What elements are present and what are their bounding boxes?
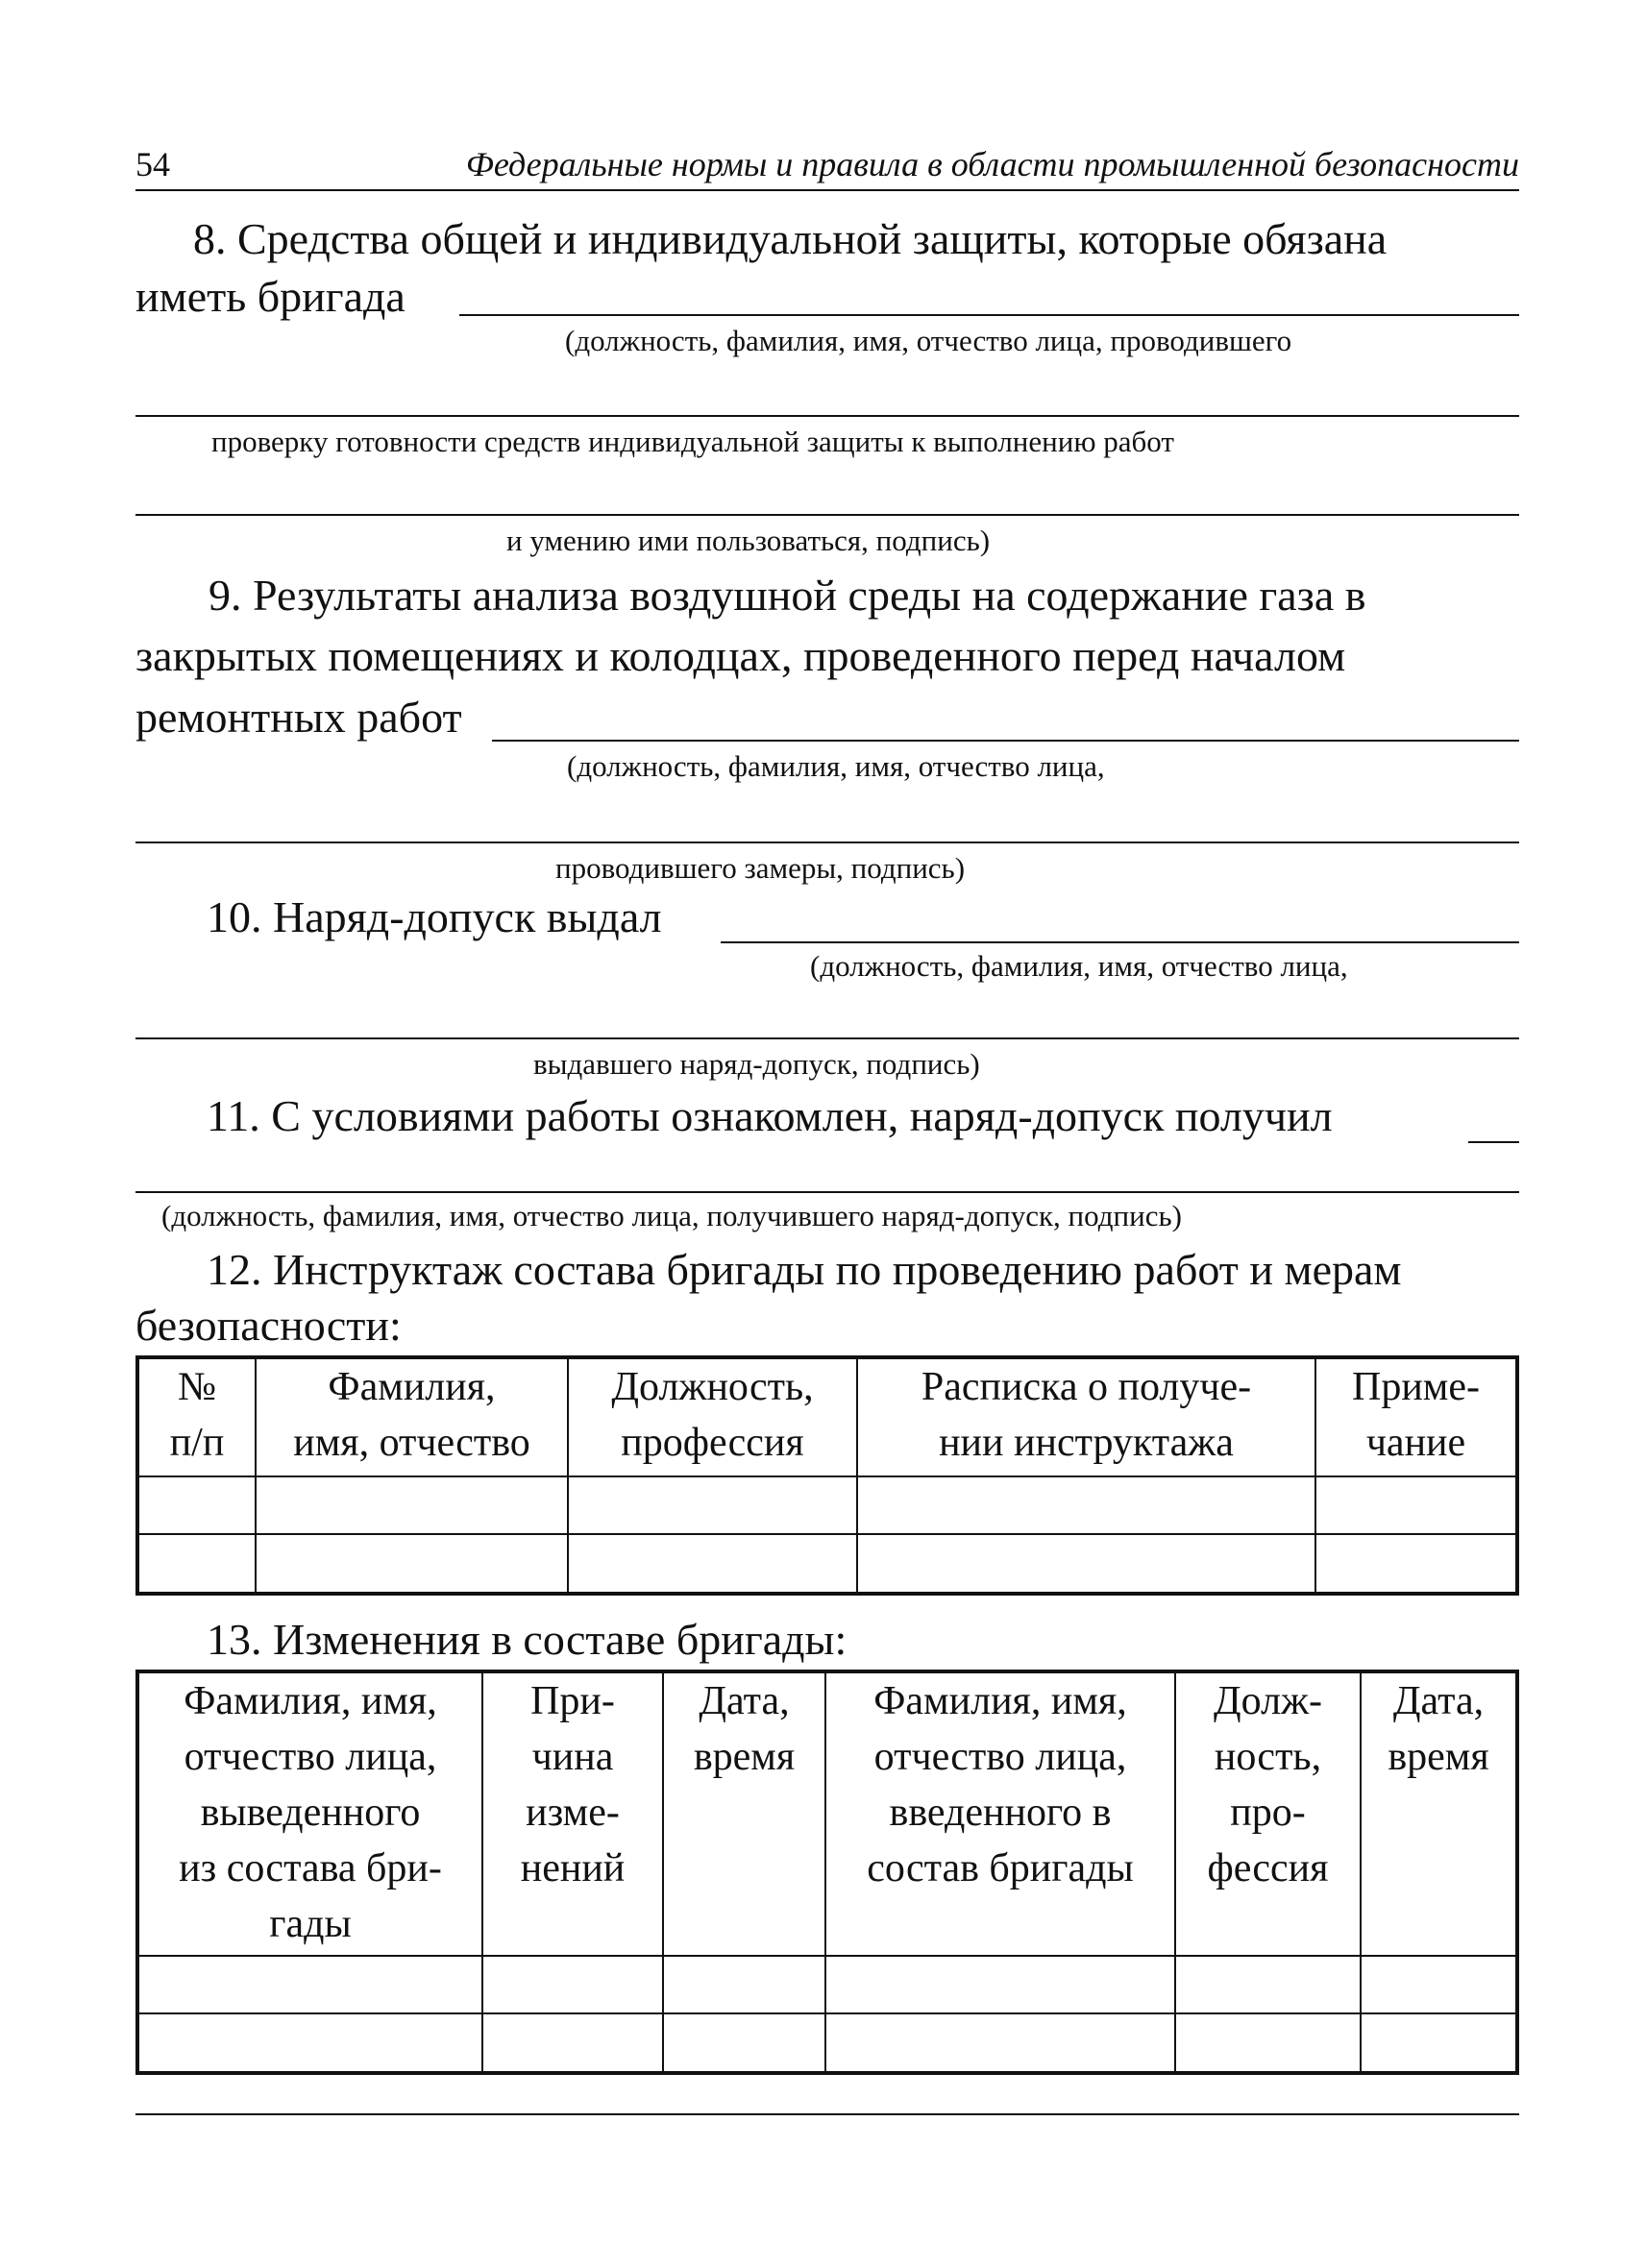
table-row <box>137 1476 1517 1534</box>
table-cell[interactable] <box>663 2013 825 2073</box>
table-cell[interactable] <box>663 1956 825 2013</box>
s10-caption2: выдавшего наряд-допуск, подпись) <box>533 1047 980 1081</box>
s8-caption1: (должность, фамилия, имя, отчество лица, проводившего <box>565 324 1292 357</box>
col-header-receipt: Расписка о получе- нии инструктажа <box>857 1357 1315 1476</box>
s9-caption1: (должность, фамилия, имя, отчество лица, <box>567 749 1105 783</box>
s9-fill-line[interactable] <box>492 740 1519 742</box>
table-cell[interactable] <box>857 1476 1315 1534</box>
s9-line1: 9. Результаты анализа воздушной среды на содержание газа в <box>209 571 1366 620</box>
table-cell[interactable] <box>482 1956 663 2013</box>
s11-fill-line[interactable] <box>1468 1141 1519 1143</box>
s8-fill-line[interactable] <box>459 314 1519 316</box>
s10-fill-line[interactable] <box>721 941 1519 943</box>
table-cell[interactable] <box>256 1476 568 1534</box>
s12-line2: безопасности: <box>135 1301 402 1350</box>
col-header-note: Приме- чание <box>1315 1357 1517 1476</box>
table-cell[interactable] <box>568 1476 857 1534</box>
col-header-added-person: Фамилия, имя, отчество лица, введенного в состав бригады <box>825 1671 1175 1956</box>
s8-fill-line-2[interactable] <box>135 415 1519 417</box>
col-header-name: Фамилия, имя, отчество <box>256 1357 568 1476</box>
table-cell[interactable] <box>1361 2013 1517 2073</box>
s10-caption1: (должность, фамилия, имя, отчество лица, <box>810 949 1348 983</box>
table-row <box>137 1956 1517 2013</box>
table-cell[interactable] <box>857 1534 1315 1594</box>
col-header-reason: При- чина изме- нений <box>482 1671 663 1956</box>
s9-fill-line-2[interactable] <box>135 841 1519 843</box>
table-cell[interactable] <box>1175 2013 1361 2073</box>
changes-table <box>135 1670 1519 2075</box>
s8-fill-line-3[interactable] <box>135 514 1519 516</box>
briefing-table <box>135 1355 1519 1596</box>
s9-caption2: проводившего замеры, подпись) <box>555 851 966 885</box>
table-row <box>137 1534 1517 1594</box>
table-row <box>137 2013 1517 2073</box>
col-header-position: Должность, профессия <box>568 1357 857 1476</box>
s11-fill-line-2[interactable] <box>135 1191 1519 1193</box>
s10-line1: 10. Наряд-допуск выдал <box>207 892 662 941</box>
s8-line2: иметь бригада <box>135 272 405 321</box>
s10-fill-line-2[interactable] <box>135 1037 1519 1039</box>
table-cell[interactable] <box>825 1956 1175 2013</box>
col-header-number: № п/п <box>137 1357 256 1476</box>
table-cell[interactable] <box>482 2013 663 2073</box>
s8-caption2: проверку готовности средств индивидуальной защиты к выполнению работ <box>211 425 1174 458</box>
running-title: Федеральные нормы и правила в области промышленной безопасности <box>465 145 1519 183</box>
header-rule <box>135 189 1519 191</box>
s13-line1: 13. Изменения в составе бригады: <box>207 1615 848 1664</box>
s11-line1: 11. С условиями работы ознакомлен, наряд-допуск получил <box>207 1091 1333 1140</box>
footer-rule <box>135 2113 1519 2115</box>
table-cell[interactable] <box>1361 1956 1517 2013</box>
col-header-date-out: Дата, время <box>663 1671 825 1956</box>
col-header-removed-person: Фамилия, имя, отчество лица, выведенного из состава бри- гады <box>137 1671 482 1956</box>
table-cell[interactable] <box>1315 1476 1517 1534</box>
table-cell[interactable] <box>137 2013 482 2073</box>
col-header-profession: Долж- ность, про- фессия <box>1175 1671 1361 1956</box>
table-cell[interactable] <box>137 1476 256 1534</box>
col-header-date-in: Дата, время <box>1361 1671 1517 1956</box>
table-cell[interactable] <box>568 1534 857 1594</box>
page-number: 54 <box>135 145 170 183</box>
table-cell[interactable] <box>825 2013 1175 2073</box>
table-cell[interactable] <box>1175 1956 1361 2013</box>
s9-line3: ремонтных работ <box>135 693 462 742</box>
s8-caption3: и умению ими пользоваться, подпись) <box>506 524 991 557</box>
table-header-row <box>137 1671 1517 1956</box>
table-cell[interactable] <box>137 1956 482 2013</box>
table-cell[interactable] <box>256 1534 568 1594</box>
table-cell[interactable] <box>137 1534 256 1594</box>
table-header-row <box>137 1357 1517 1476</box>
s9-line2: закрытых помещениях и колодцах, проведенного перед началом <box>135 631 1346 680</box>
s11-caption1: (должность, фамилия, имя, отчество лица, получившего наряд-допуск, подпись) <box>161 1199 1182 1232</box>
table-cell[interactable] <box>1315 1534 1517 1594</box>
s12-line1: 12. Инструктаж состава бригады по проведению работ и мерам <box>207 1245 1402 1294</box>
s8-line1: 8. Средства общей и индивидуальной защиты, которые обязана <box>193 214 1388 263</box>
